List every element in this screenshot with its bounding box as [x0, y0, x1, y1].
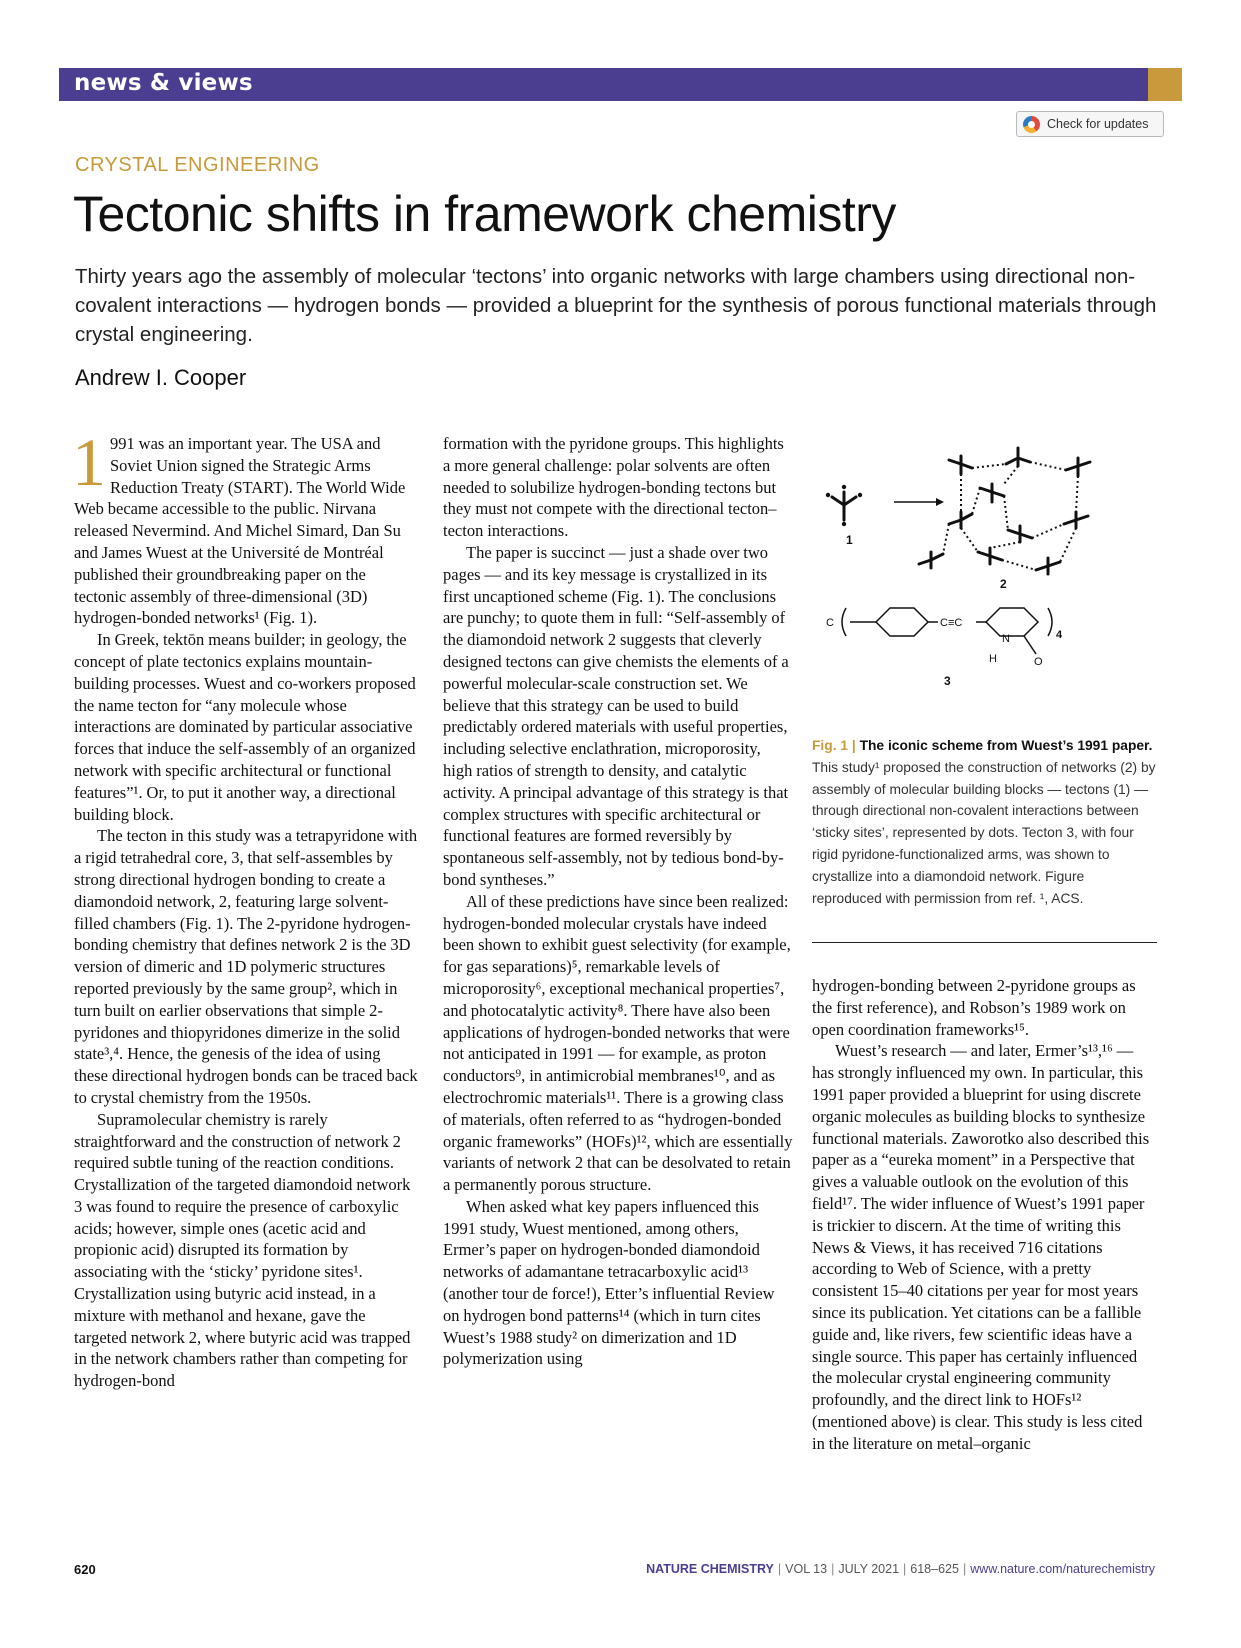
body-column-2: [443, 433, 793, 1370]
journal-footer: NATURE CHEMISTRY | VOL 13 | JULY 2021 | 618–625 | www.nature.com/naturechemistry: [646, 1562, 1155, 1576]
body-column-1: [72, 424, 418, 1392]
paragraph-1-text: 991 was an important year. The USA and Soviet Union signed the Strategic Arms Reduction Treaty (START). The World Wide Web became accessible to the public. Nirvana released Nevermind. And Michel Simard, Dan Su and James Wuest at the Université de Montréal published their groundbreaking paper on the tectonic assembly of three-dimensional (3D) hydrogen-bonded networks¹ (Fig. 1).: [74, 434, 406, 628]
oxygen-atom: O: [1034, 656, 1043, 668]
figure-label: Fig. 1 |: [812, 738, 856, 753]
section-banner: [59, 68, 1182, 101]
paragraph-9: hydrogen-bonding between 2-pyridone groups as the first reference), and Robson’s 1989 work on open coordination frameworks¹⁵.: [812, 976, 1136, 1039]
article-title: Tectonic shifts in framework chemistry: [73, 186, 896, 242]
paragraph-8: When asked what key papers influenced this 1991 study, Wuest mentioned, among others, Ermer’s paper on hydrogen-bonded diamondoid networks of adamantane tetracarboxylic acid¹³ (another tour de force!), Etter’s influential Review on hydrogen bond patterns¹⁴ (which in turn cites Wuest’s 1988 study² on dimerization and 1D polymerization using: [443, 1196, 775, 1369]
caption-divider: [812, 942, 1157, 943]
journal-pages: 618–625: [910, 1562, 959, 1576]
figure-title: The iconic scheme from Wuest’s 1991 paper.: [859, 738, 1153, 753]
drop-cap: 1: [72, 424, 106, 500]
paragraph-1: [72, 424, 418, 629]
core-atom: C: [826, 617, 834, 629]
paragraph-2: In Greek, tektōn means builder; in geology, the concept of plate tectonics explains mountain-building processes. Wuest and co-workers proposed the name tecton for “any molecule whose interactions are dominated by particular associative forces that induce the self-assembly of an organized network with specific architectural or functional features”¹. Or, to put it another way, a directional building block.: [74, 630, 416, 824]
paragraph-5: formation with the pyridone groups. This highlights a more general challenge: polar solvents are often needed to solubilize hydrogen-bonding tectons but they must not compete with the directional tecton–tecton interactions.: [443, 434, 784, 541]
hydrogen-atom: H: [989, 653, 997, 665]
page-number: 620: [74, 1562, 96, 1577]
check-for-updates-button[interactable]: [1016, 111, 1164, 137]
figure-1-caption: [812, 735, 1157, 909]
crossmark-icon: [1023, 116, 1040, 133]
paragraph-3: The tecton in this study was a tetrapyridone with a rigid tetrahedral core, 3, that self-assembles by strong directional hydrogen bonding to create a diamondoid network, 2, featuring large solvent-filled chambers (Fig. 1). The 2-pyridone hydrogen-bonding chemistry that defines network 2 is the 3D version of dimeric and 1D polymeric structures reported previously by the same group², which in turn built on earlier observations that simple 2-pyridones and thiopyridones dimerize in the solid state³,⁴. Hence, the genesis of the idea of using these directional hydrogen bonds can be traced back to crystal chemistry from the 1950s.: [74, 826, 418, 1107]
body-column-3: [812, 975, 1157, 1455]
article-standfirst: Thirty years ago the assembly of molecular ‘tectons’ into organic networks with large chambers using directional non-covalent interactions — hydrogen bonds — provided a blueprint for the synthesis of porous functional materials through crystal engineering.: [75, 265, 1157, 346]
article-author[interactable]: Andrew I. Cooper: [75, 365, 247, 390]
tecton-1-diagram: [832, 492, 856, 520]
hydrogen-bond-dots: [943, 462, 1078, 570]
paragraph-7: All of these predictions have since been realized: hydrogen-bonded molecular crystals have indeed been shown to exhibit guest selectivity (for example, for gas separations)⁵, remarkable levels of microporosity⁶, exceptional mechanical properties⁷, and photocatalytic activity⁸. There have also been applications of hydrogen-bonded networks that were not anticipated in 1991 — for example, as proton conductors⁹, in antimicrobial membranes¹⁰, and as electrochromic materials¹¹. There is a growing class of materials, often referred to as “hydrogen-bonded organic frameworks” (HOFs)¹², which are essentially variants of network 2 that can be desolvated to retain a permanently porous structure.: [443, 891, 793, 1195]
tecton-label: 1: [846, 533, 853, 547]
tetrapyridone-label: 3: [944, 674, 951, 688]
check-for-updates-label: Check for updates: [1047, 117, 1149, 131]
network-2-diagram: [919, 448, 1090, 574]
paragraph-6: The paper is succinct — just a shade over two pages — and its key message is crystallized in its first uncaptioned scheme (Fig. 1). The conclusions are punchy; to quote them in full: “Self-assembly of the diamondoid network 2 suggests that cleverly designed tectons can give chemists the elements of a powerful molecular-scale construction set. We believe that this strategy can be used to build predictably ordered materials with useful properties, including selective enclathration, microporosity, high ratios of strength to density, and catalytic activity. A principal advantage of this strategy is that complex structures with specific architectural or functional features are formed reversibly by spontaneous self-assembly, not by tedious bond-by-bond syntheses.”: [443, 542, 789, 889]
alkyne-label: C≡C: [940, 617, 963, 629]
article-category: CRYSTAL ENGINEERING: [75, 154, 320, 176]
figure-1-scheme: [806, 440, 1156, 722]
paragraph-10: Wuest’s research — and later, Ermer’s¹³,¹⁶ — has strongly influenced my own. In particular, this 1991 paper provided a blueprint for using discrete organic molecules as building blocks to synthesize functional materials. Zaworotko also described this paper as a “eureka moment” in a Perspective that gives a valuable outlook on the evolution of this field¹⁷. The wider influence of Wuest’s 1991 paper is trickier to discern. At the time of writing this News & Views, it has received 716 citations according to Web of Science, with a pretty consistent 15–40 citations per year for most years since its publication. Yet citations can be a fallible guide and, like rivers, few scientific ideas have a single source. This paper has certainly influenced the molecular crystal engineering community profoundly, and the direct link to HOFs¹² (mentioned above) is clear. This study is less cited in the literature on metal–organic: [812, 1041, 1150, 1453]
subscript-4: 4: [1056, 629, 1063, 641]
arrow-head: [936, 498, 944, 506]
journal-url[interactable]: www.nature.com/naturechemistry: [970, 1562, 1155, 1576]
journal-name: NATURE CHEMISTRY: [646, 1562, 774, 1576]
journal-volume: VOL 13: [785, 1562, 828, 1576]
paragraph-4: Supramolecular chemistry is rarely straightforward and the construction of network 2 required subtle tuning of the reaction conditions. Crystallization of the targeted diamondoid network 3 was found to require the presence of carboxylic acids; however, simple ones (acetic acid and propionic acid) disrupted its formation by associating with the ‘sticky’ pyridone sites¹. Crystallization using butyric acid instead, in a mixture with methanol and hexane, gave the targeted network 2, where butyric acid was trapped in the network chambers rather than competing for hydrogen-bond: [74, 1109, 411, 1391]
figure-caption-text: This study¹ proposed the construction of networks (2) by assembly of molecular building blocks — tectons (1) — through directional non-covalent interactions between ‘sticky sites’, represented by dots. Tecton 3, with four rigid pyridone-functionalized arms, was shown to crystallize into a diamondoid network. Figure reproduced with permission from ref. ¹, ACS.: [812, 759, 1156, 906]
journal-date: JULY 2021: [838, 1562, 900, 1576]
tetrapyridone-structure: [842, 608, 1052, 654]
network-label: 2: [1000, 577, 1007, 591]
nitrogen-atom: N: [1002, 633, 1010, 645]
section-banner-label: news & views: [74, 70, 253, 96]
banner-accent: [1148, 68, 1182, 101]
